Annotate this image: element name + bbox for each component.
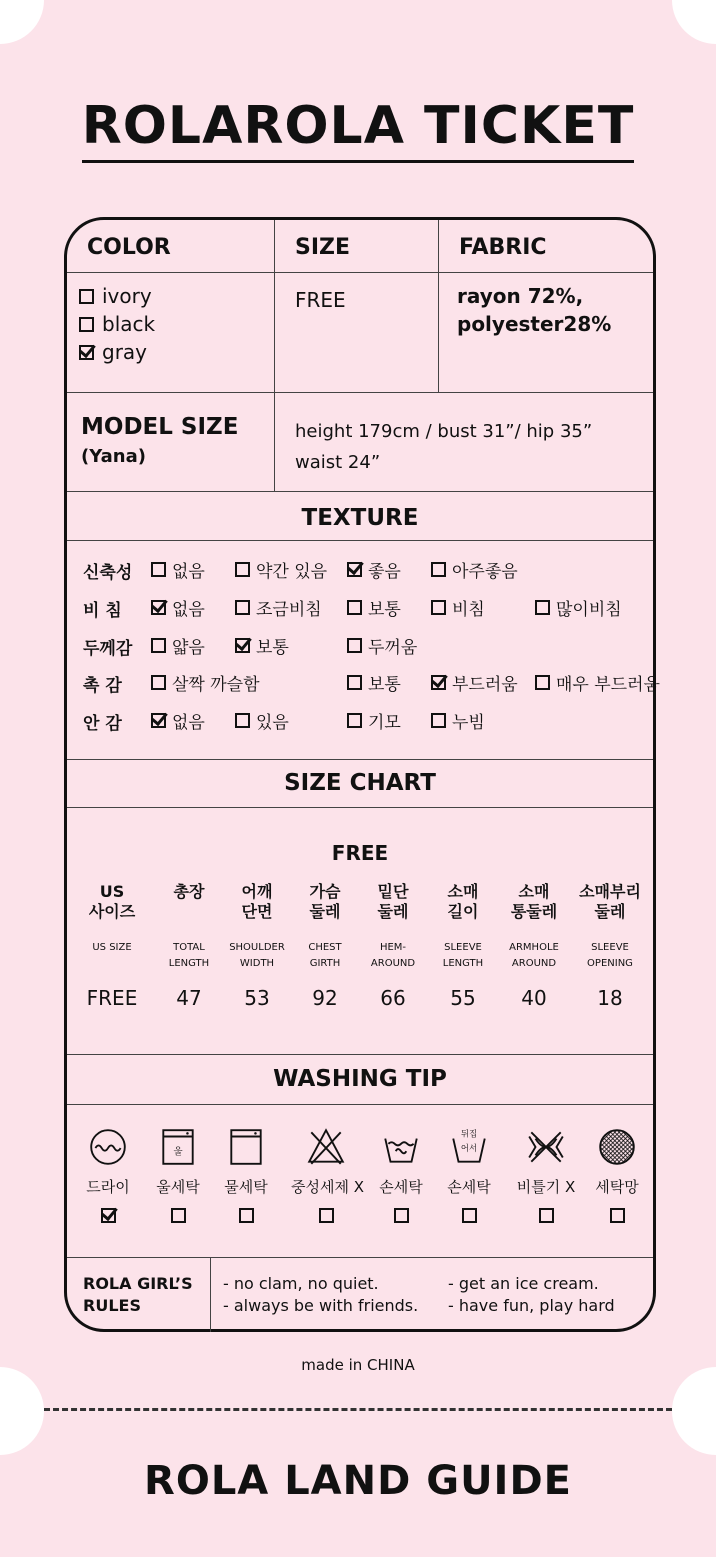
inside-out-label-2: 어서 [460, 1143, 478, 1154]
hand-wash-icon [366, 1126, 436, 1168]
washing-tip-title: WASHING TIP [273, 1066, 447, 1092]
divider [67, 392, 653, 393]
checkbox[interactable] [462, 1208, 477, 1223]
divider [67, 272, 653, 273]
header-line: GIRTH [309, 958, 341, 969]
texture-option[interactable] [431, 557, 518, 582]
checkbox[interactable] [239, 1208, 254, 1223]
texture-option[interactable] [347, 670, 401, 695]
size-chart-header-kr [290, 882, 360, 922]
size-chart-column [428, 882, 498, 1010]
texture-option[interactable] [235, 595, 322, 620]
color-label: gray [102, 340, 148, 364]
page-title-text: ROLAROLA TICKET [82, 96, 635, 163]
header-line: 소매부리 [579, 882, 641, 901]
size-chart-header-en [222, 940, 292, 972]
washing-tip-item[interactable] [73, 1126, 143, 1224]
size-chart-value: 55 [450, 986, 476, 1010]
washing-tip-item[interactable] [291, 1126, 365, 1224]
checkbox[interactable] [151, 675, 166, 690]
checkbox-checked[interactable] [79, 345, 94, 360]
divider [67, 491, 653, 492]
texture-option-label: 얇음 [172, 638, 205, 658]
texture-option-label: 보통 [256, 638, 289, 658]
size-chart-header-kr [358, 882, 428, 922]
divider [67, 807, 653, 808]
size-chart-value: 40 [521, 986, 547, 1010]
rules-list-right [448, 1273, 615, 1317]
texture-option-label: 두꺼움 [368, 638, 418, 658]
texture-option-label: 좋음 [368, 562, 401, 582]
texture-option-label: 보통 [368, 600, 401, 620]
header-line: HEM- [379, 942, 407, 953]
dry-clean-icon [73, 1126, 143, 1168]
texture-option-label: 부드러움 [452, 675, 518, 695]
divider [67, 1104, 653, 1105]
rule-item: - no clam, no quiet. [223, 1274, 379, 1293]
checkbox[interactable] [319, 1208, 334, 1223]
texture-row-label: 신축성 [83, 563, 133, 583]
checkbox-checked[interactable] [151, 713, 166, 728]
checkbox[interactable] [235, 600, 250, 615]
header-line: 총장 [173, 882, 205, 901]
header-line: US [99, 882, 125, 901]
texture-option-label: 누빔 [452, 713, 485, 733]
size-header: SIZE [295, 235, 351, 260]
inside-out-wash-icon [434, 1126, 504, 1168]
model-size-label [81, 414, 238, 467]
header-line: OPENING [587, 958, 633, 969]
checkbox[interactable] [235, 713, 250, 728]
checkbox[interactable] [79, 289, 94, 304]
texture-option-label: 매우 부드러움 [556, 675, 660, 695]
header-line: WIDTH [239, 958, 275, 969]
ticket-notch [0, 1367, 44, 1455]
washing-tip-label: 세탁망 [595, 1178, 639, 1196]
checkbox-checked[interactable] [235, 638, 250, 653]
header-line: SHOULDER [229, 942, 285, 953]
rules-title-line: ROLA GIRL’S [83, 1274, 193, 1293]
texture-option[interactable] [535, 595, 622, 620]
header-line: ARMHOLE [509, 942, 559, 953]
laundry-net-icon [582, 1126, 652, 1168]
checkbox[interactable] [431, 713, 446, 728]
texture-option[interactable] [151, 670, 260, 695]
washing-tip-item[interactable] [143, 1126, 213, 1224]
size-chart-value: 47 [176, 986, 202, 1010]
checkbox-checked[interactable] [151, 600, 166, 615]
fabric-line: polyester28% [457, 312, 612, 336]
rules-title-line: RULES [83, 1296, 141, 1315]
header-line: SLEEVE [591, 942, 629, 953]
header-line: LENGTH [442, 958, 484, 969]
checkbox[interactable] [431, 600, 446, 615]
color-option-black[interactable] [79, 310, 155, 338]
size-chart-header-kr [428, 882, 498, 922]
texture-option-label: 많이비침 [556, 600, 622, 620]
checkbox[interactable] [79, 317, 94, 332]
size-chart-value: 53 [244, 986, 270, 1010]
texture-option[interactable] [235, 708, 289, 733]
header-line: 소매 [518, 882, 550, 901]
color-option-ivory[interactable] [79, 282, 155, 310]
color-label: black [102, 312, 156, 336]
size-chart-header-en [358, 940, 428, 972]
checkbox[interactable] [535, 600, 550, 615]
model-name: (Yana) [81, 446, 146, 467]
no-bleach-icon [291, 1126, 361, 1168]
size-chart-value: 92 [312, 986, 338, 1010]
size-chart-column [77, 882, 147, 1010]
color-options [79, 282, 155, 366]
header-line: 둘레 [594, 902, 626, 921]
checkbox-checked[interactable] [101, 1208, 116, 1223]
washing-tip-item[interactable] [434, 1126, 504, 1224]
header-line: SLEEVE [444, 942, 482, 953]
size-chart-header-en [154, 940, 224, 972]
washing-tip-label: 드라이 [86, 1178, 130, 1196]
texture-option[interactable] [151, 557, 205, 582]
texture-option-label: 있음 [256, 713, 289, 733]
texture-option[interactable] [347, 708, 401, 733]
no-wring-icon [511, 1126, 581, 1168]
ticket-notch [672, 1367, 716, 1455]
texture-option-label: 살짝 까슬함 [172, 675, 260, 695]
header-line: 길이 [447, 902, 479, 921]
texture-option-label: 보통 [368, 675, 401, 695]
washing-tip-label: 비틀기 X [516, 1178, 576, 1196]
inside-out-label-1: 뒤집 [460, 1128, 478, 1139]
size-chart-size-name: FREE [331, 841, 389, 865]
divider [67, 540, 653, 541]
rule-item: - get an ice cream. [448, 1274, 599, 1293]
ticket-notch [672, 0, 716, 44]
texture-row-label: 비 침 [83, 601, 122, 621]
washing-tip-item[interactable] [511, 1126, 581, 1224]
texture-option-label: 없음 [172, 562, 205, 582]
wool-label: 울 [173, 1146, 183, 1158]
checkbox[interactable] [539, 1208, 554, 1223]
header-line: 단면 [241, 902, 273, 921]
checkbox[interactable] [151, 638, 166, 653]
size-chart-header-kr [77, 882, 147, 922]
washing-tip-label: 울세탁 [156, 1178, 200, 1196]
header-line: CHEST [308, 942, 342, 953]
texture-option-label: 없음 [172, 713, 205, 733]
size-chart-header-kr [499, 882, 569, 922]
header-line: 통둘레 [510, 902, 558, 921]
texture-title: TEXTURE [301, 505, 419, 531]
checkbox[interactable] [431, 562, 446, 577]
model-measurements [295, 416, 592, 478]
texture-row-label: 두께감 [83, 639, 133, 659]
header-line: 밑단 [377, 882, 409, 901]
size-chart-value: 18 [597, 986, 623, 1010]
size-chart-header-kr [154, 882, 224, 922]
washing-tip-item[interactable] [211, 1126, 281, 1224]
size-chart-header-en [428, 940, 498, 972]
color-header: COLOR [87, 235, 171, 260]
washing-tip-item[interactable] [582, 1126, 652, 1224]
ticket-notch [0, 0, 44, 44]
checkbox[interactable] [235, 562, 250, 577]
size-chart-value: FREE [86, 986, 138, 1010]
texture-option[interactable] [235, 557, 327, 582]
size-chart-header-kr [222, 882, 292, 922]
header-line: LENGTH [168, 958, 210, 969]
checkbox[interactable] [347, 600, 362, 615]
header-line: TOTAL [173, 942, 205, 953]
texture-option-label: 기모 [368, 713, 401, 733]
divider [438, 220, 439, 392]
texture-option-label: 약간 있음 [256, 562, 328, 582]
size-chart-column [499, 882, 569, 1010]
header-line: 가슴 [309, 882, 341, 901]
washing-tip-label: 물세탁 [224, 1178, 268, 1196]
texture-option[interactable] [235, 633, 289, 658]
rule-item: - have fun, play hard [448, 1296, 615, 1315]
divider [274, 220, 275, 491]
texture-option-label: 조금비침 [256, 600, 322, 620]
checkbox[interactable] [610, 1208, 625, 1223]
size-chart-column [290, 882, 360, 1010]
header-line: 소매 [447, 882, 479, 901]
texture-row-label: 안 감 [83, 714, 122, 734]
texture-option-label: 비침 [452, 600, 485, 620]
header-line: 어깨 [241, 882, 273, 901]
tear-line [44, 1408, 672, 1411]
size-chart-header-en [290, 940, 360, 972]
checkbox[interactable] [171, 1208, 186, 1223]
size-chart-title: SIZE CHART [284, 770, 436, 796]
size-chart-column [358, 882, 428, 1010]
texture-option[interactable] [431, 708, 485, 733]
size-chart-header-en [575, 940, 645, 972]
header-line: US SIZE [92, 942, 132, 953]
header-line: 둘레 [309, 902, 341, 921]
checkbox-checked[interactable] [431, 675, 446, 690]
texture-option[interactable] [431, 595, 485, 620]
checkbox[interactable] [151, 562, 166, 577]
color-label: ivory [102, 284, 152, 308]
size-chart-column [154, 882, 224, 1010]
texture-option[interactable] [151, 708, 205, 733]
header-line: 둘레 [377, 902, 409, 921]
checkbox-checked[interactable] [347, 562, 362, 577]
texture-option-label: 아주좋음 [452, 562, 518, 582]
page-title [0, 96, 716, 163]
divider [210, 1257, 211, 1332]
footer-title: ROLA LAND GUIDE [144, 1458, 572, 1504]
texture-row-label: 촉 감 [83, 676, 122, 696]
washing-tip-item[interactable] [366, 1126, 436, 1224]
water-wash-icon [211, 1126, 281, 1168]
color-option-gray[interactable] [79, 338, 155, 366]
texture-option[interactable] [535, 670, 660, 695]
fabric-value [457, 282, 611, 338]
size-chart-column [575, 882, 645, 1010]
made-in: made in CHINA [301, 1356, 415, 1374]
size-chart-header-en [77, 940, 147, 972]
rules-title [83, 1273, 193, 1317]
texture-option[interactable] [431, 670, 518, 695]
washing-tip-label: 중성세제 X [291, 1178, 365, 1196]
rules-list-left [223, 1273, 418, 1317]
checkbox[interactable] [347, 638, 362, 653]
fabric-line: rayon 72%, [457, 284, 584, 308]
divider [67, 759, 653, 760]
info-card [64, 217, 660, 1332]
texture-option-label: 없음 [172, 600, 205, 620]
size-value: FREE [295, 288, 346, 312]
checkbox[interactable] [347, 675, 362, 690]
texture-option[interactable] [347, 595, 401, 620]
checkbox[interactable] [394, 1208, 409, 1223]
model-line: waist 24” [295, 452, 381, 473]
model-size-title: MODEL SIZE [81, 414, 239, 440]
washing-tip-label: 손세탁 [379, 1178, 423, 1196]
divider [67, 1054, 653, 1055]
model-line: height 179cm / bust 31”/ hip 35” [295, 421, 593, 442]
header-line: AROUND [511, 958, 557, 969]
size-chart-column [222, 882, 292, 1010]
texture-option[interactable] [151, 633, 205, 658]
texture-option[interactable] [151, 595, 205, 620]
texture-option[interactable] [347, 633, 417, 658]
checkbox[interactable] [347, 713, 362, 728]
size-chart-header-en [499, 940, 569, 972]
size-chart-value: 66 [380, 986, 406, 1010]
fabric-header: FABRIC [459, 235, 547, 260]
header-line: AROUND [370, 958, 416, 969]
texture-option[interactable] [347, 557, 401, 582]
divider [67, 1257, 653, 1258]
checkbox[interactable] [535, 675, 550, 690]
washing-tip-label: 손세탁 [447, 1178, 491, 1196]
size-chart-header-kr [575, 882, 645, 922]
wool-wash-icon [143, 1126, 213, 1168]
rule-item: - always be with friends. [223, 1296, 419, 1315]
header-line: 사이즈 [88, 902, 136, 921]
